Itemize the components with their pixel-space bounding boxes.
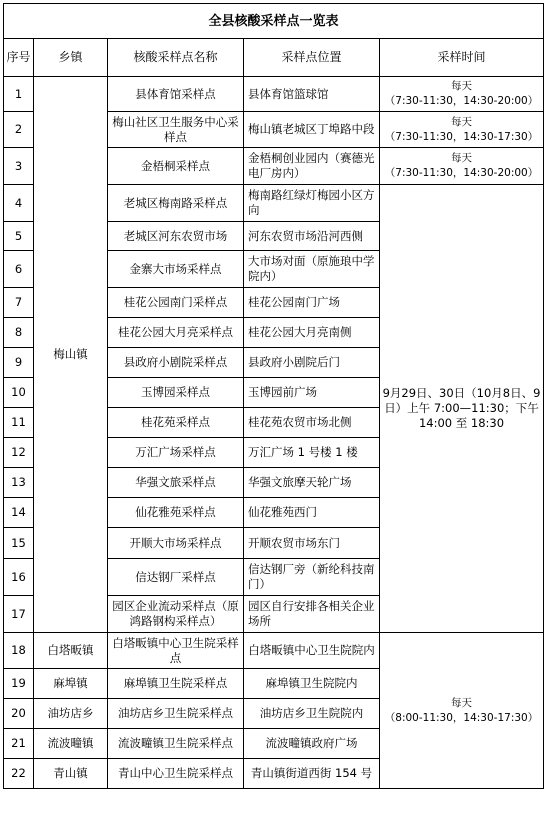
row-seq: 10 [4,378,34,408]
site-name: 玉博园采样点 [108,378,244,408]
site-name: 华强文旅采样点 [108,468,244,498]
sampling-sites-table [3,3,544,789]
time-range: （7:30-11:30，14:30-17:30） [384,130,539,143]
row-seq: 1 [4,77,34,112]
site-name: 老城区梅南路采样点 [108,185,244,222]
site-name: 园区企业流动采样点（原鸿路钢构采样点） [108,596,244,633]
site-name: 金寨大市场采样点 [108,251,244,288]
time-cell [380,148,544,185]
row-seq: 14 [4,498,34,528]
header-name: 核酸采样点名称 [108,39,244,77]
site-location: 青山镇街道西街 154 号 [244,759,380,789]
town-cell: 油坊店乡 [34,699,108,729]
table-row [4,633,544,669]
site-name: 万汇广场采样点 [108,438,244,468]
table-title: 全县核酸采样点一览表 [4,4,544,39]
site-name: 油坊店乡卫生院采样点 [108,699,244,729]
time-cell [380,633,544,789]
time-cell [380,112,544,148]
site-location: 开顺农贸市场东门 [244,528,380,559]
town-cell: 流波疃镇 [34,729,108,759]
row-seq: 20 [4,699,34,729]
town-cell: 梅山镇 [34,77,108,633]
time-label: 每天 [451,115,472,128]
site-name: 麻埠镇卫生院采样点 [108,669,244,699]
site-name: 桂花苑采样点 [108,408,244,438]
row-seq: 2 [4,112,34,148]
site-location: 县体育馆篮球馆 [244,77,380,112]
row-seq: 19 [4,669,34,699]
row-seq: 6 [4,251,34,288]
site-location: 桂花公园南门广场 [244,288,380,318]
site-name: 桂花公园南门采样点 [108,288,244,318]
site-location: 县政府小剧院后门 [244,348,380,378]
row-seq: 4 [4,185,34,222]
site-location: 梅山镇老城区丁埠路中段 [244,112,380,148]
row-seq: 3 [4,148,34,185]
row-seq: 15 [4,528,34,559]
site-name: 信达钢厂采样点 [108,559,244,596]
site-location: 流波疃镇政府广场 [244,729,380,759]
table-row [4,77,544,112]
time-cell [380,77,544,112]
site-name: 老城区河东农贸市场 [108,222,244,251]
header-time: 采样时间 [380,39,544,77]
town-cell: 白塔畈镇 [34,633,108,669]
site-location: 玉博园前广场 [244,378,380,408]
site-name: 仙花雅苑采样点 [108,498,244,528]
row-seq: 18 [4,633,34,669]
row-seq: 11 [4,408,34,438]
site-name: 开顺大市场采样点 [108,528,244,559]
site-location: 梅南路红绿灯梅园小区方向 [244,185,380,222]
site-location: 麻埠镇卫生院院内 [244,669,380,699]
row-seq: 16 [4,559,34,596]
site-location: 河东农贸市场沿河西侧 [244,222,380,251]
site-name: 白塔畈镇中心卫生院采样点 [108,633,244,669]
row-seq: 21 [4,729,34,759]
town-cell: 青山镇 [34,759,108,789]
row-seq: 5 [4,222,34,251]
time-range: （7:30-11:30，14:30-20:00） [384,167,539,179]
row-seq: 7 [4,288,34,318]
site-name: 流波疃镇卫生院采样点 [108,729,244,759]
site-location: 万汇广场 1 号楼 1 楼 [244,438,380,468]
site-name: 桂花公园大月亮采样点 [108,318,244,348]
row-seq: 17 [4,596,34,633]
header-town: 乡镇 [34,39,108,77]
site-location: 华强文旅摩天轮广场 [244,468,380,498]
site-name: 县政府小剧院采样点 [108,348,244,378]
site-location: 园区自行安排各相关企业场所 [244,596,380,633]
time-range: （8:00-11:30，14:30-17:30） [384,711,539,724]
site-location: 桂花公园大月亮南侧 [244,318,380,348]
site-location: 仙花雅苑西门 [244,498,380,528]
site-location: 油坊店乡卫生院院内 [244,699,380,729]
row-seq: 13 [4,468,34,498]
row-seq: 22 [4,759,34,789]
row-seq: 9 [4,348,34,378]
header-row [4,39,544,77]
site-name: 青山中心卫生院采样点 [108,759,244,789]
site-location: 白塔畈镇中心卫生院院内 [244,633,380,669]
time-range: （7:30-11:30，14:30-20:00） [384,95,539,107]
town-cell: 麻埠镇 [34,669,108,699]
site-location: 金梧桐创业园内（赛德光电厂房内） [244,148,380,185]
time-cell-special: 9月29日、30日（10月8日、9日）上午 7:00—11:30；下午 14:00 至 18:30 [380,185,544,633]
site-name: 县体育馆采样点 [108,77,244,112]
header-location: 采样点位置 [244,39,380,77]
row-seq: 8 [4,318,34,348]
time-label: 每天 [451,696,472,709]
site-location: 大市场对面（原施琅中学院内） [244,251,380,288]
time-label: 每天 [451,152,472,164]
time-label: 每天 [451,80,472,92]
site-location: 信达钢厂旁（新纶科技南门） [244,559,380,596]
header-seq: 序号 [4,39,34,77]
row-seq: 12 [4,438,34,468]
site-location: 桂花苑农贸市场北侧 [244,408,380,438]
site-name: 梅山社区卫生服务中心采样点 [108,112,244,148]
site-name: 金梧桐采样点 [108,148,244,185]
